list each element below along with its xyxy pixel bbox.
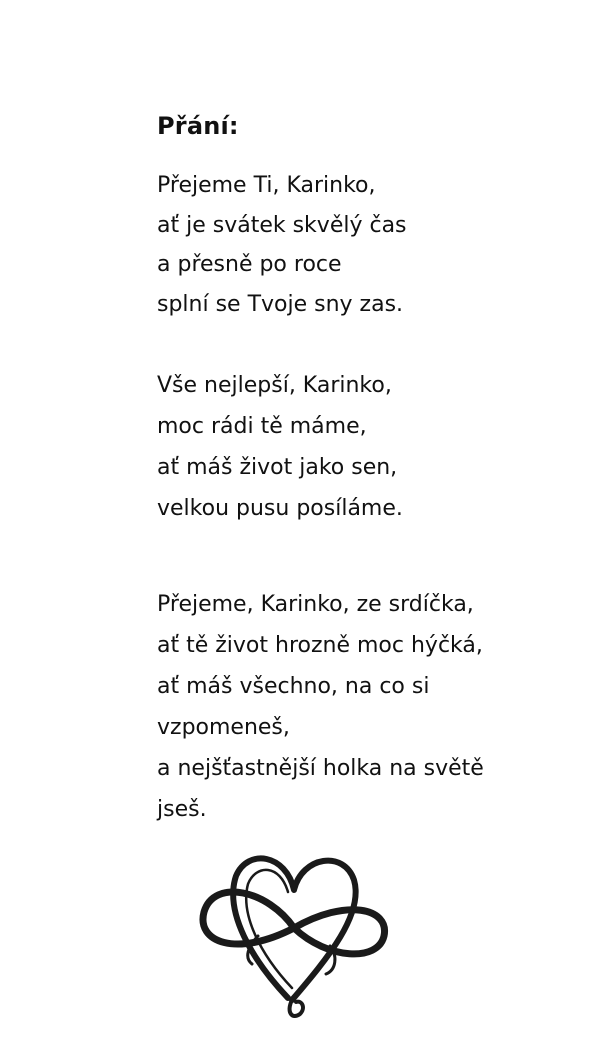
poem-line: ať tě život hrozně moc hýčká, [157,633,483,658]
infinity-heart-icon [196,850,392,1020]
poem-line: moc rádi tě máme, [157,414,367,439]
page-title: Přání: [157,112,239,140]
poem-line: ať máš život jako sen, [157,455,398,480]
poem-line: Přejeme Ti, Karinko, [157,173,376,198]
poem-line: jseš. [157,797,207,822]
poem-line: velkou pusu posíláme. [157,496,403,521]
poem-stanza-3 [157,584,484,830]
poem-stanza-1 [157,166,407,324]
poem-stanza-2 [157,365,403,529]
poem-line: vzpomeneš, [157,715,290,740]
poem-line: Vše nejlepší, Karinko, [157,373,392,398]
poem-line: ať máš všechno, na co si [157,674,430,699]
poem-line: splní se Tvoje sny zas. [157,291,404,317]
poem-line: a nejšťastnější holka na světě [157,756,484,781]
poem-line: a přesně po roce [157,252,342,277]
poem-line: ať je svátek skvělý čas [157,212,407,238]
poem-line: Přejeme, Karinko, ze srdíčka, [157,592,474,617]
